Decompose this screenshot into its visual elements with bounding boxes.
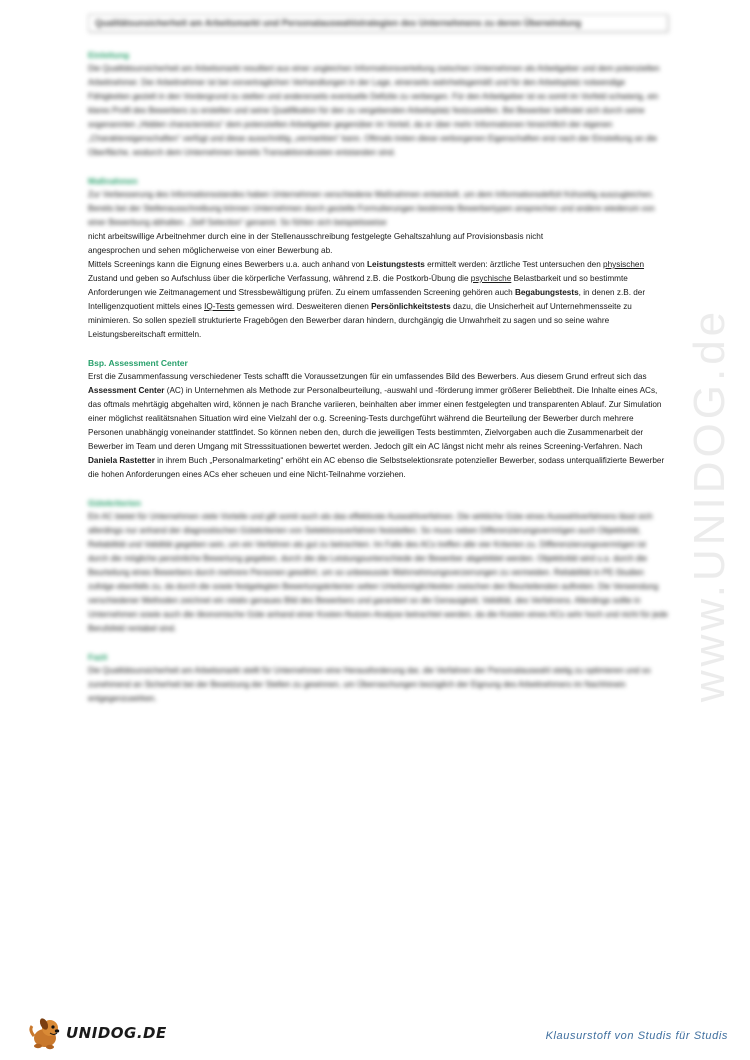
watermark [680, 270, 740, 740]
text-run: (AC) in Unternehmen als Methode zur Personalbeurteilung, -auswahl und -förderung immer größerer Beliebtheit. Die Inhalte eines ACs, das oftmals mehrtägig abgehalten wird, können je nach Branche variieren, beinhalten aber immer einen festgelegten und transparenten Ablauf. Zur Simulation einer möglichst realitätsnahen Situation wird eine Vielzahl der o.g. Screening-Tests durchgeführt während die Beurteilung der Bewerber durch mehrere Personen unabhängig voneinander stattfindet. So können neben den, durch die jeweiligen Tests bestimmten, Zielvorgaben auch die Zusammenarbeit der Bewerber im Team und deren Umgang mit Stresssituationen bewertet werden. Jedoch gilt ein AC längst nicht mehr als reines Screening-Verfahren. Nach [88, 386, 662, 451]
text-run: Zustand und geben so Aufschluss über die körperliche Verfassung, während z.B. die Postkorb-Übung die [88, 274, 471, 283]
term-assessment-center: Assessment Center [88, 386, 165, 395]
heading-assessment-center: Bsp. Assessment Center [88, 358, 188, 368]
massnahmen-screening-paragraph [88, 258, 668, 342]
section-guetekriterien [88, 498, 668, 636]
term-daniela-rastetter: Daniela Rastetter [88, 456, 155, 465]
text-run: gemessen wird. Desweiteren dienen [234, 302, 372, 311]
guetekriterien-text: Ein AC bietet für Unternehmen viele Vorteile und gilt somit auch als das effektivste Auswahlverfahren. Die wirkliche Güte eines Auswahlverfahrens lässt sich allerdings nur anhand der diagnostischen Gütekriterien von Selektionsverfahren feststellen. So muss neben Differenzierungsvermögen auch Objektivität, Reliabilität und Validität gegeben sein, um ein Verfahren als gut zu betrachten. Im Falle des ACs treffen alle vier Kriterien zu. Differenzierungsvermögen ist durch die mögliche persönliche Bewertung gegeben, durch die die Leistungsunterschiede der Bewerber abgebildet werden. Objektivität wird u.a. durch die Beurteilung eines Bewerbers durch mehrere Personen gewährt, um so unbewusste Wahrnehmungsverzerrungen zu vermeiden. Reliabilität in PE-Studien zufolge ebenfalls zu, da durch die sowie festgelegten Bewertungskriterien selten Urteilsmöglichkeiten zwischen den Beurteilenden auftreten. Die Verwendung verschiedener Methoden zeichnet ein relativ genaues Bild des Bewerbers und garantiert so die Genauigkeit, Validität, des Verfahrens. Allerdings sollte in Unternehmen sowie auch die ökonomische Güte anhand einer Kosten-Nutzen-Analyse betrachtet werden, da die Kosten eines ACs sehr hoch und nicht für jede Berufsfeld rentabel sind. [88, 512, 668, 633]
document-body [88, 14, 668, 722]
unidog-logo[interactable] [28, 1016, 167, 1050]
term-persoenlichkeitstests: Persönlichkeitstests [371, 302, 451, 311]
heading-massnahmen: Maßnahmen [88, 176, 138, 186]
watermark-text: www.UNIDOG.de [685, 307, 735, 703]
page-footer [0, 1010, 750, 1060]
document-title [88, 14, 668, 32]
dog-mascot-icon [28, 1016, 64, 1050]
text-run: in ihrem Buch „Personalmarketing“ erhöht ein AC ebenso die Selbstselektionsrate potenzieller Bewerber, sodass unterqualifizierte Bewerber die hohen Anforderungen eines ACs eher scheuen und eine Nicht-Teilnahme vorziehen. [88, 456, 665, 479]
section-massnahmen [88, 176, 668, 342]
term-begabungstests: Begabungstests [514, 288, 579, 297]
footer-slogan: Klausurstoff von Studis für Studis [545, 1030, 728, 1042]
term-psychische: psychische [470, 274, 512, 283]
term-leistungstests: Leistungstests [367, 260, 425, 269]
heading-guetekriterien: Gütekriterien [88, 498, 141, 508]
section-fazit [88, 652, 668, 706]
logo-text: UNIDOG.DE [66, 1024, 167, 1042]
massnahmen-line-1: nicht arbeitswillige Arbeitnehmer durch eine in der Stellenausschreibung festgelegte Gehaltszahlung auf Provisionsbasis nicht [88, 232, 544, 241]
massnahmen-blurred-text: Zur Verbesserung des Informationsstandes haben Unternehmen verschiedene Maßnahmen entwickelt, um dem Informationsdefizit frühzeitig auszugleichen. Bereits bei der Stellenausschreibung können Unternehmen durch gezielte Formulierungen bestimmte Bewerbertypen ansprechen und andere wiederum von einer Bewerbung abhalten. „Self Selection“ genannt. So fühlen sich beispielsweise [88, 190, 655, 227]
term-physischen: physischen [603, 260, 645, 269]
heading-fazit: Fazit [88, 652, 108, 662]
fazit-text: Die Qualitätsunsicherheit am Arbeitsmarkt stellt für Unternehmen eine Herausforderung dar, die Verfahren der Personalauswahl stetig zu optimieren und so zunehmend an Sicherheit bei der Besetzung der Stellen zu gewinnen, um Überraschungen bezüglich der Eignung des Arbeitnehmers im Nachhinein entgegenzuwirken. [88, 666, 651, 703]
text-run: Belastbarkeit und so bestimmte Anforderungen wie Zeitmanagement und Stressbewältigung prüfen. Zu einem umfassenden Screening gehören auch [88, 274, 628, 297]
document-title-text: Qualitätsunsicherheit am Arbeitsmarkt und Personalauswahlstrategien des Unternehmens zu deren Überwindung [95, 18, 582, 28]
text-run: , in denen z.B. der Intelligenzquotient mittels eines [88, 288, 646, 311]
text-run: ermittelt werden: ärztliche Test untersuchen den [424, 260, 604, 269]
assessment-paragraph [88, 370, 668, 482]
section-einleitung [88, 50, 668, 160]
heading-einleitung: Einleitung [88, 50, 130, 60]
massnahmen-line-2: angesprochen und sehen möglicherweise von einer Bewerbung ab. [88, 246, 333, 255]
section-assessment-center [88, 358, 668, 482]
text-run: Mittels Screenings kann die Eignung eines Bewerbers u.a. auch anhand von [88, 260, 368, 269]
term-iq-tests: IQ-Tests [204, 302, 235, 311]
text-run: dazu, die Unsicherheit auf Unternehmensseite zu minimieren. So sollen speziell strukturierte Fragebögen den Bewerber daran hindern, durchgängig die Unwahrheit zu sagen und so seine wahre Leistungsbereitschaft ermitteln. [88, 302, 632, 339]
einleitung-text: Die Qualitätsunsicherheit am Arbeitsmarkt resultiert aus einer ungleichen Informationsverteilung zwischen Unternehmen als Arbeitgeber und dem potenziellen Arbeitnehmer. Der Arbeitnehmer ist bei vorvertraglichen Verhandlungen in der Lage, einerseits wahrheitsgemäß und für den Arbeitsplatz notwendige Fähigkeiten gezielt in den Vordergrund zu stellen und andererseits eventuelle Defizite zu verbergen. Für den Arbeitgeber ist es somit im Vorfeld schwierig, ein klares Profil des Bewerbers zu erstellen und seine Qualifikation für den zu vergebenden Arbeitsplatz festzustellen. Bei Bewerber befindet sich durch seine sogenannten „Hidden characteristics“ dem potenziellen Arbeitgeber gegenüber im Vorteil, da er über mehr Informationen hinsichtlich der eigenen „Charaktereigenschaften“ verfügt und diese ausschnittig „vermarkten“ kann. Oftmals treten diese verborgenen Eigenschaften erst nach der Einstellung an die Oberfläche, wodurch dem Unternehmen bereits Transaktionskosten entstanden sind. [88, 64, 660, 157]
text-run: Erst die Zusammenfassung verschiedener Tests schafft die Voraussetzungen für ein umfassendes Bild des Bewerbers. Aus diesem Grund erfreut sich das [88, 372, 647, 381]
